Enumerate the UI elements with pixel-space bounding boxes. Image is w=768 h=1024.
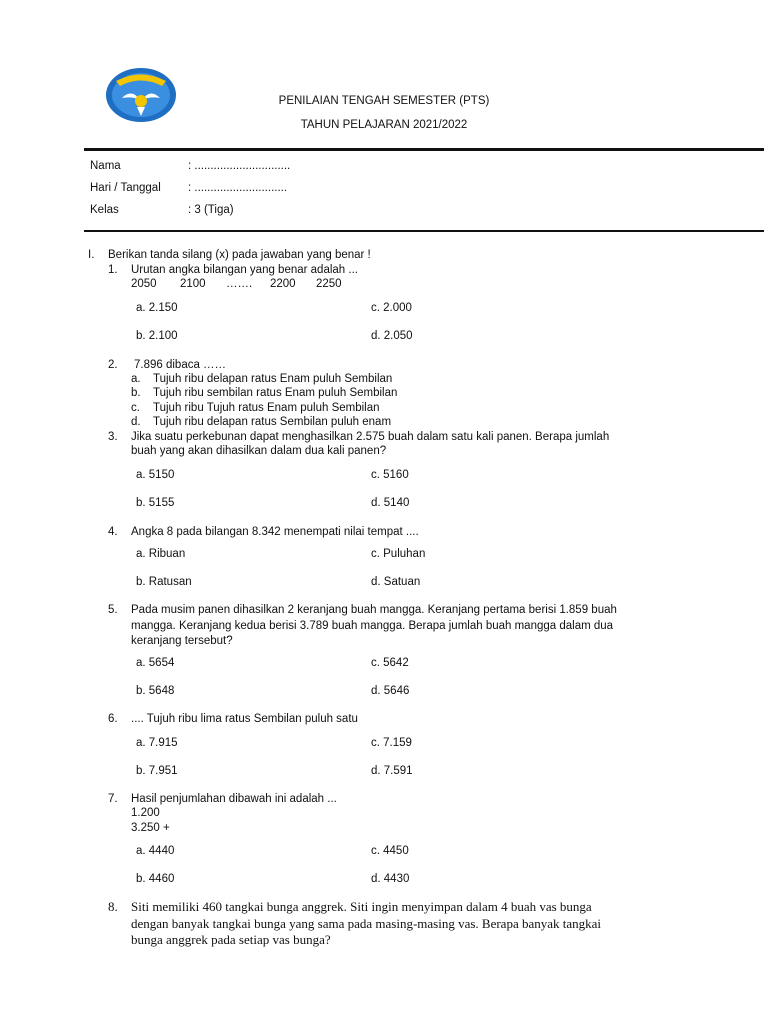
- option-a: a. 2.150: [136, 302, 178, 314]
- nama-label: Nama: [90, 160, 121, 172]
- question-text: Siti memiliki 460 tangkai bunga anggrek. Siti ingin menyimpan dalam 4 buah vas bunga: [131, 899, 592, 914]
- option-b: b. 2.100: [136, 330, 178, 342]
- option-c: c. Puluhan: [371, 548, 426, 560]
- sequence-item: …….: [226, 278, 253, 290]
- question-number: 3.: [108, 431, 118, 443]
- question-text: Jika suatu perkebunan dapat menghasilkan 2.575 buah dalam satu kali panen. Berapa jumlah: [131, 431, 610, 443]
- option-d: d. 5140: [371, 497, 410, 509]
- option-d: d. 2.050: [371, 330, 413, 342]
- exam-title: PENILAIAN TENGAH SEMESTER (PTS): [278, 95, 490, 107]
- option-b: b. 4460: [136, 873, 175, 885]
- option-d: d. Satuan: [371, 576, 421, 588]
- question-text: Hasil penjumlahan dibawah ini adalah ...: [131, 793, 337, 805]
- sequence-item: 2250: [316, 278, 342, 290]
- option-c: c. 5642: [371, 657, 409, 669]
- option-b: b. Ratusan: [136, 576, 192, 588]
- question-number: 4.: [108, 526, 118, 538]
- option-a: Tujuh ribu delapan ratus Enam puluh Sembilan: [153, 373, 393, 385]
- sequence-item: 2050: [131, 278, 157, 290]
- question-text: keranjang tersebut?: [131, 635, 233, 647]
- identity-rule: [84, 230, 764, 232]
- question-text: bunga anggrek pada setiap vas bunga?: [131, 932, 331, 947]
- question-text: Urutan angka bilangan yang benar adalah ...: [131, 264, 358, 276]
- question-text: Pada musim panen dihasilkan 2 keranjang buah mangga. Keranjang pertama berisi 1.859 buah: [131, 604, 617, 616]
- option-a: a. 5654: [136, 657, 175, 669]
- academic-year: TAHUN PELAJARAN 2021/2022: [300, 119, 468, 131]
- option-d: d. 5646: [371, 685, 410, 697]
- question-text: 7.896 dibaca ……: [134, 359, 227, 371]
- section-instruction: Berikan tanda silang (x) pada jawaban yang benar !: [108, 249, 371, 261]
- option-b: Tujuh ribu sembilan ratus Enam puluh Sembilan: [153, 387, 398, 399]
- option-b: b. 5648: [136, 685, 175, 697]
- option-letter: c.: [131, 402, 140, 414]
- question-number: 7.: [108, 793, 118, 805]
- option-a: a. Ribuan: [136, 548, 186, 560]
- option-a: a. 7.915: [136, 737, 178, 749]
- header-rule: [84, 148, 764, 151]
- option-letter: b.: [131, 387, 141, 399]
- question-number: 5.: [108, 604, 118, 616]
- option-letter: a.: [131, 373, 141, 385]
- question-text: dengan banyak tangkai bunga yang sama pada masing-masing vas. Berapa banyak tangkai: [131, 916, 602, 931]
- addend-1: 1.200: [131, 807, 160, 819]
- option-a: a. 4440: [136, 845, 175, 857]
- addend-2: 3.250 +: [131, 822, 170, 834]
- nama-field: : ..............................: [188, 160, 291, 172]
- question-number: 1.: [108, 264, 118, 276]
- option-c: c. 7.159: [371, 737, 412, 749]
- question-text: .... Tujuh ribu lima ratus Sembilan puluh satu: [131, 713, 358, 725]
- option-d: d. 7.591: [371, 765, 413, 777]
- option-c: c. 2.000: [371, 302, 412, 314]
- option-c: c. 5160: [371, 469, 409, 481]
- option-b: b. 7.951: [136, 765, 178, 777]
- option-c: c. 4450: [371, 845, 409, 857]
- hari-label: Hari / Tanggal: [90, 182, 161, 194]
- question-number: 2.: [108, 359, 118, 371]
- question-number: 8.: [108, 899, 118, 914]
- sequence-item: 2200: [270, 278, 296, 290]
- kelas-field: : 3 (Tiga): [188, 204, 234, 216]
- option-letter: d.: [131, 416, 141, 428]
- option-b: b. 5155: [136, 497, 175, 509]
- sequence-item: 2100: [180, 278, 206, 290]
- question-number: 6.: [108, 713, 118, 725]
- hari-field: : .............................: [188, 182, 288, 194]
- kelas-label: Kelas: [90, 204, 119, 216]
- question-text: buah yang akan dihasilkan dalam dua kali panen?: [131, 445, 387, 457]
- question-text: mangga. Keranjang kedua berisi 3.789 buah mangga. Berapa jumlah buah mangga dalam dua: [131, 620, 614, 632]
- option-a: a. 5150: [136, 469, 175, 481]
- option-c: Tujuh ribu Tujuh ratus Enam puluh Sembilan: [153, 402, 380, 414]
- option-d: Tujuh ribu delapan ratus Sembilan puluh enam: [153, 416, 392, 428]
- option-d: d. 4430: [371, 873, 410, 885]
- section-number: I.: [88, 249, 95, 261]
- question-text: Angka 8 pada bilangan 8.342 menempati nilai tempat ....: [131, 526, 419, 538]
